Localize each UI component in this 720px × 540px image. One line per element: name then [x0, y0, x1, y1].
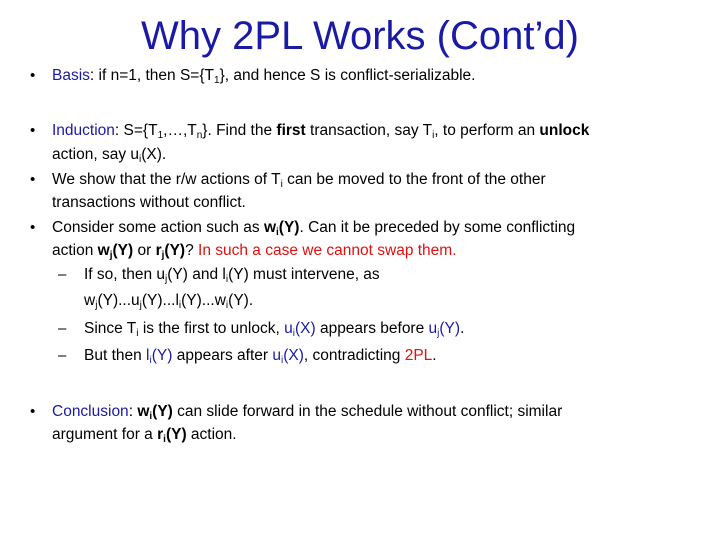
show-line-1: We show that the r/w actions of $T_i$ can be moved to the front of the other [52, 171, 546, 190]
sub1-line-1: If so, then $u_j(Y)$ and $l_i(Y)$ must intervene, as [84, 266, 380, 285]
conclusion-line-1: Conclusion: $w_i(Y)$ can slide forward in the schedule without conflict; similar [52, 403, 563, 422]
show-line-2: transactions without conflict. [52, 194, 246, 211]
consider-line-2: action $w_j(Y)$ or $r_j(Y)$? In such a case we cannot swap them. [52, 242, 457, 261]
induction-label: Induction [52, 122, 115, 139]
basis-line: Basis: if n=1, then $S=\{T_1\}$, and hence S is conflict-serializable. [52, 67, 476, 86]
consider-line-1: Consider some action such as $w_i(Y)$. Can it be preceded by some conflicting [52, 219, 576, 238]
bullet-show: • [30, 171, 36, 188]
warning-text: In such a case we cannot swap them. [198, 242, 457, 259]
bullet-basis: • [30, 67, 36, 84]
sub2-line: Since $T_i$ is the first to unlock, $u_i(X)$ appears before $u_j(Y)$. [84, 320, 465, 339]
dash-1: – [58, 266, 67, 283]
twopl-text: 2PL [404, 347, 433, 364]
conclusion-label: Conclusion [52, 403, 129, 420]
sub1-line-2: $w_j(Y)...u_j(Y)...l_i(Y)...w_i(Y)$. [84, 292, 254, 311]
bullet-induction: • [30, 122, 36, 139]
dash-3: – [58, 347, 67, 364]
bullet-consider: • [30, 219, 36, 236]
induction-line-2: action, say $u_i(X)$. [52, 146, 167, 165]
basis-label: Basis [52, 67, 90, 84]
induction-line-1: Induction: $S=\{T_1,\dots,T_n\}$. Find the first transaction, say $T_i$, to perform an unlock [52, 122, 590, 141]
sub3-line: But then $l_i(Y)$ appears after $u_i(X)$, contradicting 2PL. [84, 347, 437, 366]
dash-2: – [58, 320, 67, 337]
conclusion-line-2: argument for a $r_i(Y)$ action. [52, 426, 237, 445]
bullet-conclusion: • [30, 403, 36, 420]
slide-title: Why 2PL Works (Cont’d) [141, 14, 579, 58]
